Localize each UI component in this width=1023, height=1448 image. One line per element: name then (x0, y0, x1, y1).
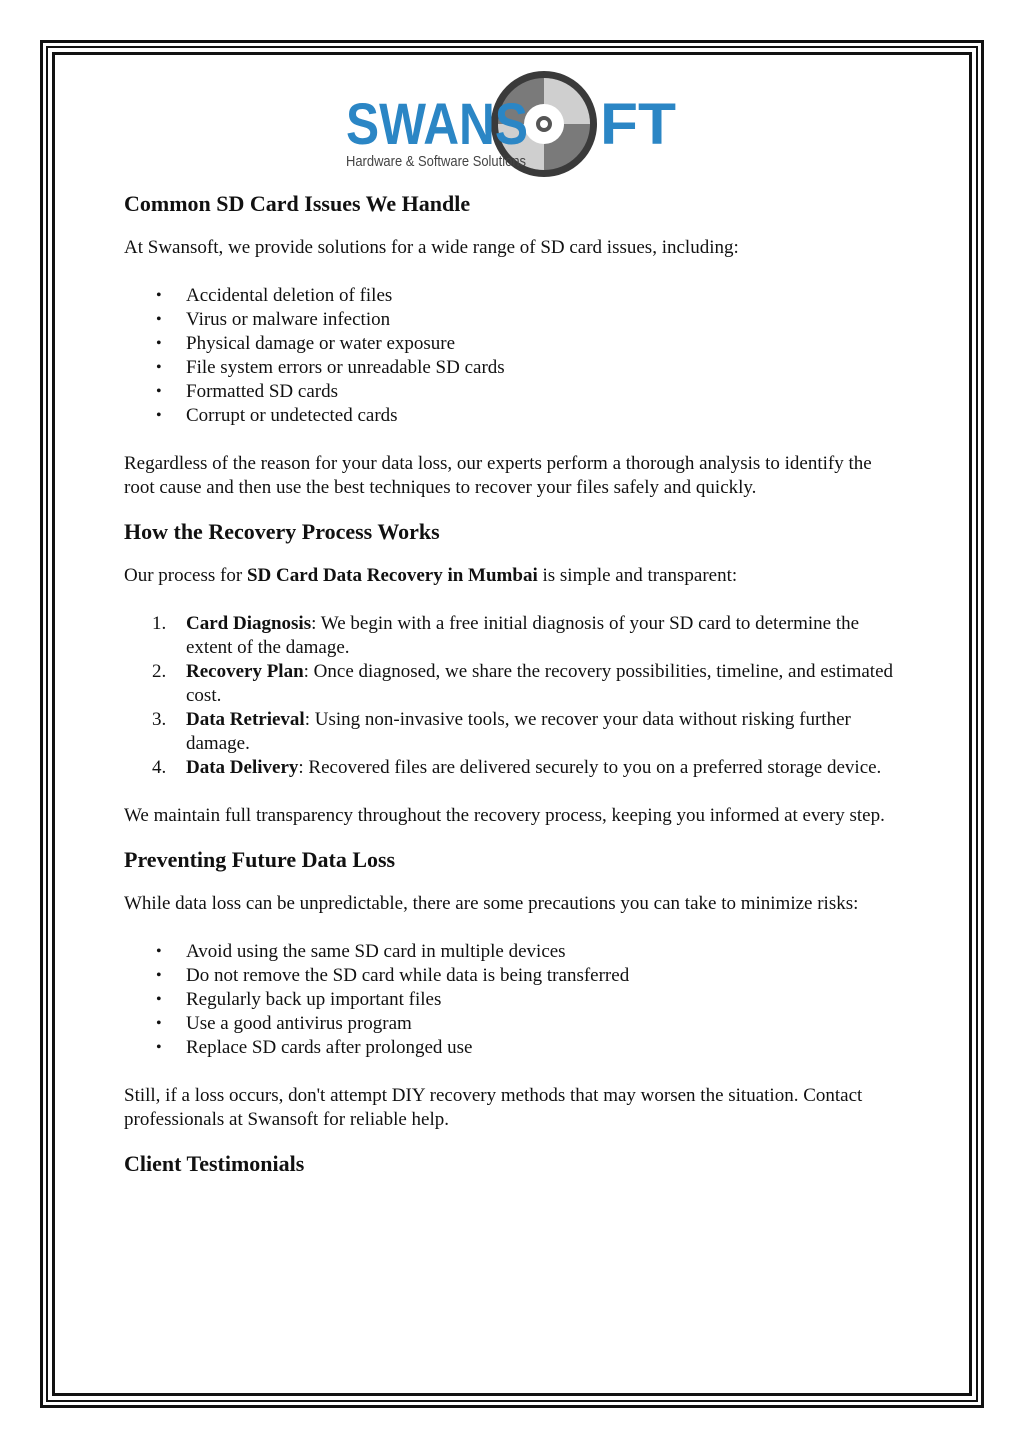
process-outro: We maintain full transparency throughout the recovery process, keeping you informed at every step. (124, 805, 885, 826)
process-step: 1. Card Diagnosis: We begin with a free initial diagnosis of your SD card to determine the extent of the damage. (152, 613, 860, 658)
list-item: • Avoid using the same SD card in multiple devices (124, 940, 904, 964)
heading-client-testimonials: Client Testimonials (124, 1151, 305, 1176)
heading-common-issues: Common SD Card Issues We Handle (124, 191, 471, 216)
process-intro: Our process for SD Card Data Recovery in Mumbai is simple and transparent: (124, 565, 738, 586)
list-item: • Regularly back up important files (124, 988, 904, 1012)
heading-preventing-loss: Preventing Future Data Loss (124, 847, 396, 872)
issues-intro: At Swansoft, we provide solutions for a wide range of SD card issues, including: (124, 237, 739, 258)
process-step: 3. Data Retrieval: Using non-invasive tools, we recover your data without risking further damage. (152, 709, 851, 754)
document-body (124, 186, 904, 1182)
heading-recovery-process: How the Recovery Process Works (124, 519, 440, 544)
prevent-list (124, 940, 904, 1060)
list-item: • Accidental deletion of files (124, 284, 904, 308)
logo-wordmark-left: SWANS (346, 92, 528, 157)
logo-tagline: Hardware & Software Solutions (346, 153, 526, 170)
list-item: • Formatted SD cards (124, 380, 904, 404)
prevent-intro: While data loss can be unpredictable, there are some precautions you can take to minimize risks: (124, 893, 859, 914)
swansoft-logo (344, 70, 680, 182)
prevent-outro: Still, if a loss occurs, don't attempt DIY recovery methods that may worsen the situation. Contact professionals at Swansoft for reliable help. (124, 1085, 863, 1130)
list-item: • Use a good antivirus program (124, 1012, 904, 1036)
logo-wordmark-right: FT (600, 92, 676, 157)
process-step: 4. Data Delivery: Recovered files are delivered securely to you on a preferred storage device. (152, 757, 882, 778)
process-steps (124, 612, 904, 780)
process-intro-bold: SD Card Data Recovery in Mumbai (246, 565, 538, 586)
issues-outro: Regardless of the reason for your data loss, our experts perform a thorough analysis to identify the root cause and then use the best techniques to recover your files safely and quickly. (124, 453, 872, 498)
list-item: • Replace SD cards after prolonged use (124, 1036, 904, 1060)
process-step: 2. Recovery Plan: Once diagnosed, we share the recovery possibilities, timeline, and estimated cost. (152, 661, 894, 706)
list-item: • Virus or malware infection (124, 308, 904, 332)
list-item: • Corrupt or undetected cards (124, 404, 904, 428)
list-item: • Physical damage or water exposure (124, 332, 904, 356)
list-item: • File system errors or unreadable SD cards (124, 356, 904, 380)
issues-list (124, 284, 904, 428)
list-item: • Do not remove the SD card while data is being transferred (124, 964, 904, 988)
